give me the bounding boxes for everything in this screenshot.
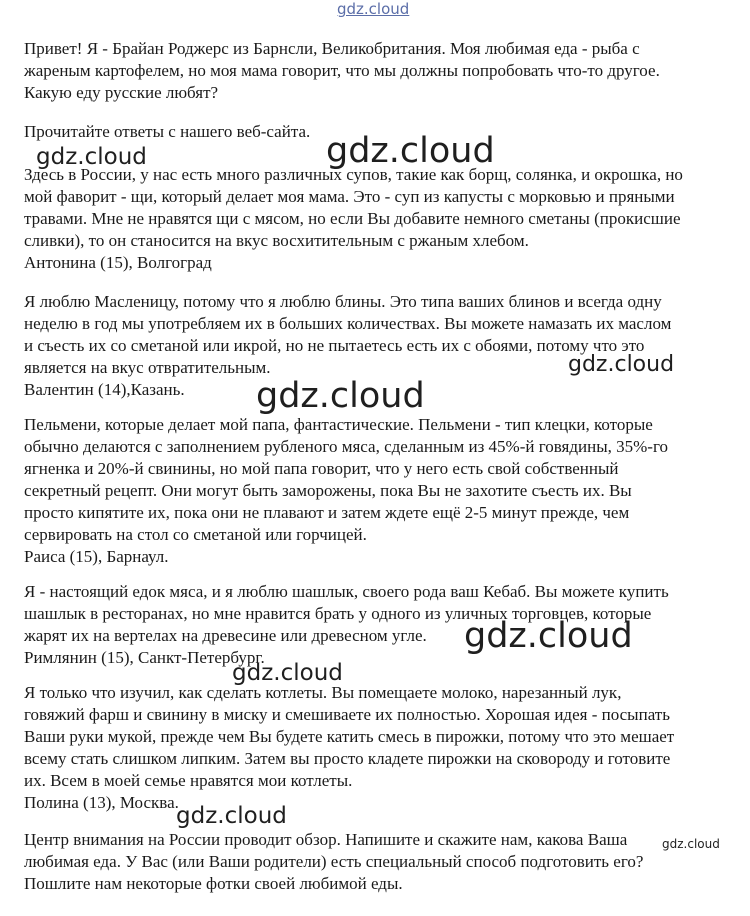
text-line: Пошлите нам некоторые фотки своей любимой еды. (24, 874, 403, 893)
header-watermark: gdz.cloud (337, 0, 410, 18)
intro-letter (24, 38, 730, 104)
watermark: gdz.cloud (36, 144, 147, 170)
text-line: секретный рецепт. Они могут быть заморожены, пока Вы не захотите съесть их. Вы (24, 481, 632, 500)
text-line: сливки), то он станосится на вкус восхитительным с ржаным хлебом. (24, 231, 529, 250)
text-line: говяжий фарш и свинину в миску и смешиваете их полностью. Хорошая идея - посыпать (24, 705, 670, 724)
text-line: жарят их на вертелах на древесине или древесном угле. (24, 626, 427, 645)
watermark: gdz.cloud (176, 803, 287, 829)
watermark: gdz.cloud (232, 660, 343, 686)
signature: Валентин (14),Казань. (24, 380, 185, 399)
text-line: Здесь в России, у нас есть много различных супов, такие как борщ, солянка, и окрошка, но (24, 165, 683, 184)
text-line: их. Всем в моей семье нравятся мои котлеты. (24, 771, 353, 790)
text-line: является на вкус отвратительным. (24, 358, 271, 377)
signature: Римлянин (15), Санкт-Петербург. (24, 648, 265, 667)
text-line: неделю в год мы употребляем их в больших количествах. Вы можете намазать их маслом (24, 314, 672, 333)
text-line: мой фаворит - щи, который делает моя мама. Это - суп из капусты с морковью и пряными (24, 187, 675, 206)
text-line: сервировать на стол со сметаной или горчицей. (24, 525, 367, 544)
answer-antonina (24, 164, 730, 274)
text-line: Пельмени, которые делает мой папа, фантастические. Пельмени - тип клецки, которые (24, 415, 653, 434)
text-line: Центр внимания на России проводит обзор. Напишите и скажите нам, какова Ваша (24, 830, 628, 849)
text-line: шашлык в ресторанах, но мне нравится брать у одного из уличных торговцев, которые (24, 604, 652, 623)
closing-paragraph (24, 829, 730, 895)
watermark: gdz.cloud (568, 352, 675, 377)
watermark: gdz.cloud (256, 376, 425, 416)
watermark: gdz.cloud (662, 837, 720, 851)
signature: Полина (13), Москва. (24, 793, 179, 812)
text-line: жареным картофелем, но моя мама говорит, что мы должны попробовать что-то другое. (24, 61, 660, 80)
text-line: обычно делаются с заполнением рубленого мяса, сделанным из 45%-й говядины, 35%-го (24, 437, 669, 456)
text-line: любимая еда. У Вас (или Ваши родители) есть специальный способ подготовить его? (24, 852, 644, 871)
watermark: gdz.cloud (464, 616, 633, 656)
text-line: Привет! Я - Брайан Роджерс из Барнсли, Великобритания. Моя любимая еда - рыба с (24, 39, 640, 58)
answer-raisa (24, 414, 730, 568)
instruction-text: Прочитайте ответы с нашего веб-сайта. (24, 122, 311, 141)
signature: Раиса (15), Барнаул. (24, 547, 169, 566)
text-line: всему стать слишком липким. Затем вы просто кладете пирожки на сковороду и готовите (24, 749, 671, 768)
watermark: gdz.cloud (326, 131, 495, 171)
answer-polina (24, 682, 730, 814)
text-line: Я люблю Масленицу, потому что я люблю блины. Это типа ваших блинов и всегда одну (24, 292, 662, 311)
text-line: Я только что изучил, как сделать котлеты. Вы помещаете молоко, нарезанный лук, (24, 683, 622, 702)
signature: Антонина (15), Волгоград (24, 253, 212, 272)
text-line: Какую еду русские любят? (24, 83, 219, 102)
text-line: просто кипятите их, пока они не плавают и затем ждете ещё 2-5 минут прежде, чем (24, 503, 630, 522)
text-line: Ваши руки мукой, прежде чем Вы будете катить смесь в пирожки, потому что это мешает (24, 727, 675, 746)
text-line: травами. Мне не нравятся щи с мясом, но если Вы добавите немного сметаны (прокисшие (24, 209, 681, 228)
text-line: ягненка и 20%-й свинины, но мой папа говорит, что у него есть свой собственный (24, 459, 619, 478)
text-line: и съесть их со сметаной или икрой, но не пытаетесь есть их с обоями, потому что это (24, 336, 645, 355)
text-line: Я - настоящий едок мяса, и я люблю шашлык, своего рода ваш Кебаб. Вы можете купить (24, 582, 669, 601)
